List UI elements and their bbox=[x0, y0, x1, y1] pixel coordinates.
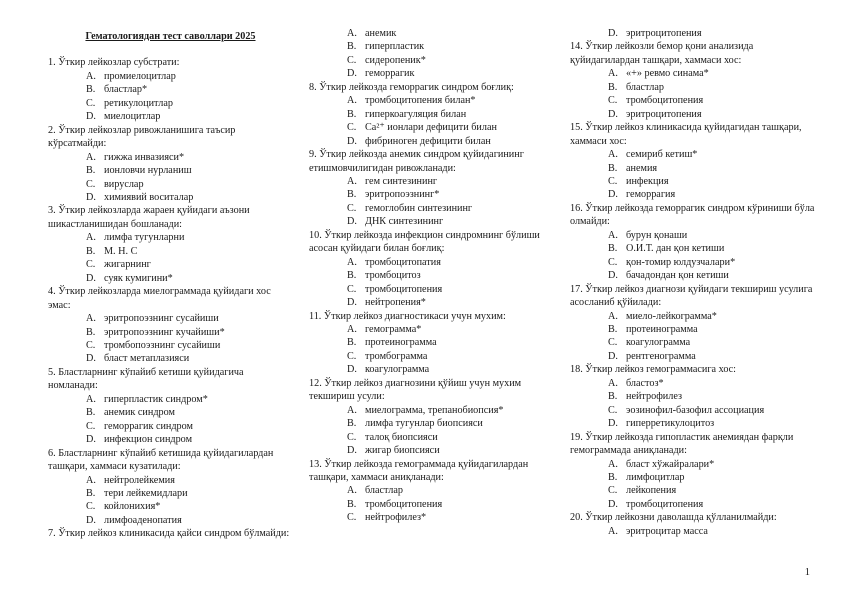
option-text: нейтролейкемия bbox=[104, 474, 175, 486]
option-letter: D. bbox=[86, 434, 96, 446]
option-letter: B. bbox=[347, 498, 357, 510]
option-text: эритроцитопения bbox=[626, 108, 702, 120]
answer-option bbox=[309, 27, 559, 40]
answer-option bbox=[570, 323, 815, 336]
answer-option bbox=[570, 81, 815, 94]
option-letter: A. bbox=[86, 70, 96, 82]
question-text: 19. Ўткир лейкозда гипопластик анемиядан фарқли гемограммада аниқланади: bbox=[570, 431, 794, 457]
question-text: 2. Ўткир лейкозлар ривожланишига таъсир кўрсатмайди: bbox=[48, 124, 236, 150]
option-letter: C. bbox=[86, 420, 96, 432]
option-letter: B. bbox=[347, 337, 357, 349]
answer-option bbox=[48, 231, 293, 244]
option-text: гиперпластик bbox=[365, 41, 425, 53]
question-text: 5. Бластларнинг кўпайиб кетиши қуйидагича номланади: bbox=[48, 366, 244, 392]
answer-option bbox=[309, 417, 559, 430]
option-letter: D. bbox=[86, 353, 96, 365]
option-letter: C. bbox=[86, 178, 96, 190]
answer-option bbox=[48, 500, 293, 513]
answer-option bbox=[570, 458, 815, 471]
option-letter: C. bbox=[608, 95, 618, 107]
option-text: бластлар* bbox=[104, 84, 148, 96]
option-letter: B. bbox=[86, 84, 96, 96]
option-letter: D. bbox=[347, 445, 357, 457]
option-text: химиявий воситалар bbox=[104, 191, 194, 203]
option-letter: A. bbox=[86, 232, 96, 244]
document-title: Гематологиядан тест саволлари 2025 bbox=[85, 31, 256, 42]
question-block bbox=[48, 204, 293, 285]
question-text: 3. Ўткир лейкозларда жараен қуйидаги аъзони шикастланишидан бошланади: bbox=[48, 205, 250, 230]
option-text: бластлар bbox=[626, 81, 664, 93]
option-text: гем синтезининг bbox=[365, 175, 438, 187]
question-text: 12. Ўткир лейкоз диагнозини қўйиш учун мухим текшириш усули: bbox=[309, 377, 522, 403]
question-block bbox=[48, 124, 293, 205]
question-text: 20. Ўткир лейкозни даволашда қўлланилмайди: bbox=[570, 512, 777, 524]
question-text: 18. Ўткир лейкоз гемограммасига хос: bbox=[570, 364, 737, 376]
option-text: сидеропеник* bbox=[365, 54, 426, 66]
question-text: 10. Ўткир лейкозда инфекцион синдромнинг бўлиши асосан қуйидаги билан боғлиқ: bbox=[309, 229, 540, 255]
answer-option bbox=[570, 148, 815, 161]
answer-option bbox=[48, 474, 293, 487]
answer-option bbox=[570, 498, 815, 511]
option-text: ионловчи нурланиш bbox=[104, 165, 192, 177]
answer-option bbox=[309, 296, 559, 309]
answer-option bbox=[309, 188, 559, 201]
answer-option bbox=[48, 97, 293, 110]
answer-option bbox=[48, 514, 293, 527]
option-letter: C. bbox=[608, 175, 618, 187]
option-text: нейтрофилез bbox=[626, 391, 682, 403]
question-text: 8. Ўткир лейкозда геморрагик синдром боғлиқ: bbox=[309, 81, 514, 93]
answer-option bbox=[48, 326, 293, 339]
option-letter: B. bbox=[608, 162, 618, 174]
answer-option bbox=[309, 54, 559, 67]
option-letter: A. bbox=[86, 393, 96, 405]
option-text: гемоглобин синтезининг bbox=[365, 202, 473, 214]
answer-option bbox=[570, 242, 815, 255]
question-block bbox=[570, 431, 815, 512]
answer-option bbox=[570, 404, 815, 417]
option-letter: C. bbox=[608, 404, 618, 416]
question-block bbox=[309, 81, 559, 148]
option-letter: A. bbox=[608, 149, 618, 161]
answer-option bbox=[309, 336, 559, 349]
question-block bbox=[48, 527, 293, 540]
option-text: эритропоэзнинг* bbox=[365, 189, 440, 201]
answer-option bbox=[48, 178, 293, 191]
option-letter: B. bbox=[86, 487, 96, 499]
option-text: инфекция bbox=[626, 175, 669, 187]
answer-option bbox=[48, 312, 293, 325]
option-text: қон-томир юлдузчалари* bbox=[626, 256, 736, 268]
option-letter: C. bbox=[608, 337, 618, 349]
option-text: талоқ биопсияси bbox=[365, 431, 438, 443]
answer-option bbox=[309, 283, 559, 296]
option-letter: D. bbox=[347, 68, 357, 80]
option-text: лимфоаденопатия bbox=[104, 514, 182, 526]
answer-option bbox=[48, 393, 293, 406]
option-text: эритропоэзнинг кучайиши* bbox=[104, 326, 225, 338]
option-text: М. Н. С bbox=[104, 245, 138, 257]
answer-option bbox=[48, 70, 293, 83]
option-letter: B. bbox=[608, 323, 618, 335]
page-number: 1 bbox=[804, 567, 810, 578]
option-text: семириб кетиш* bbox=[626, 149, 698, 161]
column-2 bbox=[309, 27, 559, 525]
question-block bbox=[309, 310, 559, 377]
option-letter: A. bbox=[608, 229, 618, 241]
question-text: 17. Ўткир лейкоз диагнози қуйидаги текшириш усулига асосланиб қўйилади: bbox=[570, 283, 813, 309]
option-letter: A. bbox=[608, 458, 618, 470]
answer-option bbox=[309, 135, 559, 148]
answer-option bbox=[570, 67, 815, 80]
answer-option bbox=[570, 94, 815, 107]
answer-option bbox=[309, 108, 559, 121]
answer-option bbox=[48, 352, 293, 365]
question-block bbox=[570, 202, 815, 283]
answer-option bbox=[309, 484, 559, 497]
option-letter: A. bbox=[86, 313, 96, 325]
option-text: нейтропения* bbox=[365, 297, 426, 309]
option-text: фибриноген дефицити билан bbox=[365, 135, 491, 147]
option-letter: B. bbox=[86, 165, 96, 177]
answer-option bbox=[48, 245, 293, 258]
option-text: лимфоцитлар bbox=[626, 471, 685, 483]
option-text: геморрагик bbox=[365, 68, 415, 80]
option-text: миело-лейкограмма* bbox=[626, 310, 717, 322]
option-letter: D. bbox=[608, 28, 618, 39]
answer-option bbox=[570, 471, 815, 484]
answer-option bbox=[570, 27, 815, 40]
option-letter: A. bbox=[86, 474, 96, 486]
option-text: тромбоцитопения bbox=[626, 498, 704, 510]
option-text: лимфа тугунларни bbox=[104, 232, 185, 244]
question-block bbox=[309, 27, 559, 81]
option-text: тромбоцитопения билан* bbox=[365, 95, 476, 107]
answer-option bbox=[309, 404, 559, 417]
answer-option bbox=[48, 420, 293, 433]
question-text: 6. Бластларнинг кўпайиб кетишида қуйидагилардан ташқари, хаммаси кузатилади: bbox=[48, 447, 274, 473]
answer-option bbox=[570, 310, 815, 323]
option-text: ДНК синтезининг bbox=[365, 216, 444, 228]
answer-option bbox=[570, 269, 815, 282]
column-2-questions bbox=[309, 27, 559, 525]
answer-option bbox=[309, 40, 559, 53]
answer-option bbox=[48, 258, 293, 271]
answer-option bbox=[309, 350, 559, 363]
option-text: анемик синдром bbox=[104, 407, 175, 419]
answer-option bbox=[48, 487, 293, 500]
option-letter: A. bbox=[347, 485, 357, 497]
option-letter: C. bbox=[347, 350, 357, 362]
option-text: вируслар bbox=[104, 178, 144, 190]
option-letter: B. bbox=[608, 471, 618, 483]
question-text: 11. Ўткир лейкоз диагностикаси учун мухим: bbox=[309, 310, 506, 322]
answer-option bbox=[570, 229, 815, 242]
option-letter: D. bbox=[608, 498, 618, 510]
option-text: эритропоэзнинг сусайиши bbox=[104, 313, 219, 325]
answer-option bbox=[570, 336, 815, 349]
option-text: бластоз* bbox=[626, 377, 664, 389]
option-text: эритроцитар масса bbox=[626, 525, 708, 537]
option-letter: A. bbox=[86, 151, 96, 163]
answer-option bbox=[48, 110, 293, 123]
column-3-questions bbox=[570, 27, 815, 538]
option-letter: D. bbox=[86, 272, 96, 284]
answer-option bbox=[309, 431, 559, 444]
option-text: тромбоцитопения bbox=[365, 283, 443, 295]
question-text: 13. Ўткир лейкозда гемограммада қуйидагилардан ташқари, хаммаси аниқланади: bbox=[309, 458, 529, 483]
option-letter: B. bbox=[86, 407, 96, 419]
option-text: тери лейкемидлари bbox=[104, 487, 188, 499]
answer-option bbox=[570, 525, 815, 538]
option-text: геморрагия bbox=[626, 189, 676, 201]
option-letter: D. bbox=[347, 297, 357, 309]
question-block bbox=[48, 447, 293, 528]
question-text: 7. Ўткир лейкоз клиникасида қайси синдром бўлмайди: bbox=[48, 528, 290, 540]
option-text: миелоцитлар bbox=[104, 111, 161, 123]
answer-option bbox=[48, 151, 293, 164]
question-text: 16. Ўткир лейкозда геморрагик синдром кўриниши бўла олмайди: bbox=[570, 202, 815, 228]
option-text: миелограмма, трепанобиопсия* bbox=[365, 404, 504, 416]
option-text: тромбоцитопения bbox=[626, 95, 704, 107]
option-text: бачадондан қон кетиши bbox=[626, 270, 729, 282]
option-text: лимфа тугунлар биопсияси bbox=[365, 418, 483, 430]
option-text: промиелоцитлар bbox=[104, 70, 176, 82]
option-letter: B. bbox=[347, 108, 357, 120]
option-text: протеинограмма bbox=[365, 337, 437, 349]
answer-option bbox=[309, 269, 559, 282]
answer-option bbox=[570, 256, 815, 269]
question-block bbox=[48, 56, 293, 123]
option-letter: B. bbox=[608, 81, 618, 93]
option-text: койлонихия* bbox=[104, 501, 161, 513]
answer-option bbox=[48, 339, 293, 352]
option-text: бласт метаплазияси bbox=[104, 353, 190, 365]
option-letter: D. bbox=[608, 108, 618, 120]
answer-option bbox=[570, 377, 815, 390]
option-text: «+» ревмо синама* bbox=[626, 68, 709, 80]
option-letter: C. bbox=[86, 259, 96, 271]
option-letter: D. bbox=[347, 364, 357, 376]
answer-option bbox=[48, 164, 293, 177]
question-block bbox=[309, 458, 559, 525]
column-1 bbox=[48, 27, 293, 541]
option-letter: D. bbox=[347, 135, 357, 147]
answer-option bbox=[570, 417, 815, 430]
option-text: инфекцион синдром bbox=[104, 434, 193, 446]
option-letter: C. bbox=[347, 54, 357, 66]
column-3 bbox=[570, 27, 815, 538]
answer-option bbox=[570, 175, 815, 188]
question-text: 14. Ўткир лейкозли бемор қони анализида қуйидагилардан ташқари, хаммаси хос: bbox=[570, 41, 754, 66]
option-letter: B. bbox=[347, 270, 357, 282]
question-block bbox=[48, 285, 293, 366]
option-letter: A. bbox=[347, 256, 357, 268]
option-text: тромбограмма bbox=[365, 350, 428, 362]
option-letter: C. bbox=[347, 122, 357, 134]
option-text: эозинофил-базофил ассоциация bbox=[626, 404, 765, 416]
answer-option bbox=[309, 444, 559, 457]
option-text: протеинограмма bbox=[626, 323, 698, 335]
option-letter: A. bbox=[347, 404, 357, 416]
option-letter: A. bbox=[608, 525, 618, 537]
option-letter: B. bbox=[347, 418, 357, 430]
option-text: бурун қонаши bbox=[626, 229, 688, 241]
column-1-questions bbox=[48, 56, 293, 540]
option-letter: B. bbox=[86, 326, 96, 338]
option-text: анемия bbox=[626, 162, 658, 174]
answer-option bbox=[48, 406, 293, 419]
option-letter: C. bbox=[86, 97, 96, 109]
option-text: коагулограмма bbox=[626, 337, 691, 349]
question-block bbox=[570, 27, 815, 40]
option-letter: B. bbox=[86, 245, 96, 257]
option-text: анемик bbox=[365, 28, 397, 39]
question-block bbox=[309, 377, 559, 458]
answer-option bbox=[570, 484, 815, 497]
question-block bbox=[570, 511, 815, 538]
question-block bbox=[309, 148, 559, 229]
option-text: лейкопения bbox=[626, 485, 677, 497]
answer-option bbox=[309, 256, 559, 269]
answer-option bbox=[570, 390, 815, 403]
option-text: жигарнинг bbox=[104, 259, 151, 271]
question-text: 15. Ўткир лейкоз клиникасида қуйидагидан ташқари, хаммаси хос: bbox=[570, 122, 802, 147]
option-letter: C. bbox=[347, 202, 357, 214]
option-text: геморрагик синдром bbox=[104, 420, 193, 432]
answer-option bbox=[309, 363, 559, 376]
question-text: 1. Ўткир лейкозлар субстрати: bbox=[48, 57, 180, 69]
answer-option bbox=[309, 498, 559, 511]
answer-option bbox=[48, 83, 293, 96]
question-block bbox=[570, 40, 815, 121]
answer-option bbox=[309, 323, 559, 336]
option-letter: C. bbox=[347, 283, 357, 295]
option-letter: D. bbox=[608, 270, 618, 282]
option-text: ретикулоцитлар bbox=[104, 97, 173, 109]
answer-option bbox=[309, 202, 559, 215]
option-text: тромбоцитоз bbox=[365, 270, 421, 282]
option-text: эритроцитопения bbox=[626, 28, 702, 39]
option-letter: D. bbox=[608, 350, 618, 362]
option-letter: A. bbox=[608, 68, 618, 80]
question-block bbox=[48, 366, 293, 447]
option-text: бласт хўжайралари* bbox=[626, 458, 715, 470]
option-letter: C. bbox=[347, 512, 357, 524]
option-text: нейтрофилез* bbox=[365, 512, 427, 524]
answer-option bbox=[48, 191, 293, 204]
answer-option bbox=[309, 215, 559, 228]
question-block bbox=[309, 229, 559, 310]
option-letter: C. bbox=[347, 431, 357, 443]
option-letter: C. bbox=[608, 485, 618, 497]
option-letter: A. bbox=[347, 95, 357, 107]
option-letter: D. bbox=[86, 191, 96, 203]
question-block bbox=[570, 283, 815, 364]
option-letter: D. bbox=[608, 418, 618, 430]
option-text: рентгенограмма bbox=[626, 350, 696, 362]
question-text: 4. Ўткир лейкозларда миелограммада қуйидаги хос эмас: bbox=[48, 286, 271, 311]
option-text: гемограмма* bbox=[365, 323, 422, 335]
option-text: коагулограмма bbox=[365, 364, 430, 376]
option-text: жигар биопсияси bbox=[365, 445, 440, 457]
answer-option bbox=[309, 121, 559, 134]
option-text: бластлар bbox=[365, 485, 403, 497]
option-letter: D. bbox=[347, 216, 357, 228]
answer-option bbox=[570, 350, 815, 363]
option-text: гиперкоагуляция билан bbox=[365, 108, 467, 120]
option-letter: C. bbox=[86, 339, 96, 351]
answer-option bbox=[570, 108, 815, 121]
question-block bbox=[570, 363, 815, 430]
answer-option bbox=[309, 175, 559, 188]
answer-option bbox=[570, 162, 815, 175]
option-text: тромбоцитопатия bbox=[365, 256, 441, 268]
option-letter: A. bbox=[608, 377, 618, 389]
option-letter: D. bbox=[86, 111, 96, 123]
answer-option bbox=[48, 433, 293, 446]
option-text: О.И.Т. дан қон кетиши bbox=[626, 243, 725, 255]
answer-option bbox=[309, 67, 559, 80]
answer-option bbox=[309, 94, 559, 107]
option-letter: B. bbox=[608, 391, 618, 403]
option-letter: B. bbox=[347, 189, 357, 201]
option-text: суяк кумигини* bbox=[104, 272, 173, 284]
option-text: Са²⁺ ионлари дефицити билан bbox=[365, 122, 497, 134]
option-text: гиперретикулоцитоз bbox=[626, 418, 715, 430]
answer-option bbox=[309, 511, 559, 524]
option-text: гижжа инвазияси* bbox=[104, 151, 185, 163]
answer-option bbox=[48, 272, 293, 285]
option-letter: B. bbox=[347, 41, 357, 53]
option-text: гиперпластик синдром* bbox=[104, 393, 208, 405]
option-letter: A. bbox=[347, 323, 357, 335]
option-letter: C. bbox=[608, 256, 618, 268]
option-letter: A. bbox=[608, 310, 618, 322]
option-text: тромбопоэзнинг сусайиши bbox=[104, 339, 221, 351]
answer-option bbox=[570, 188, 815, 201]
question-block bbox=[570, 121, 815, 202]
option-letter: C. bbox=[86, 501, 96, 513]
option-text: тромбоцитопения bbox=[365, 498, 443, 510]
option-letter: D. bbox=[608, 189, 618, 201]
option-letter: A. bbox=[347, 28, 357, 39]
question-text: 9. Ўткир лейкозда анемик синдром қуйидагининг етишмовчилигидан ривожланади: bbox=[309, 149, 524, 174]
option-letter: D. bbox=[86, 514, 96, 526]
option-letter: A. bbox=[347, 175, 357, 187]
option-letter: B. bbox=[608, 243, 618, 255]
